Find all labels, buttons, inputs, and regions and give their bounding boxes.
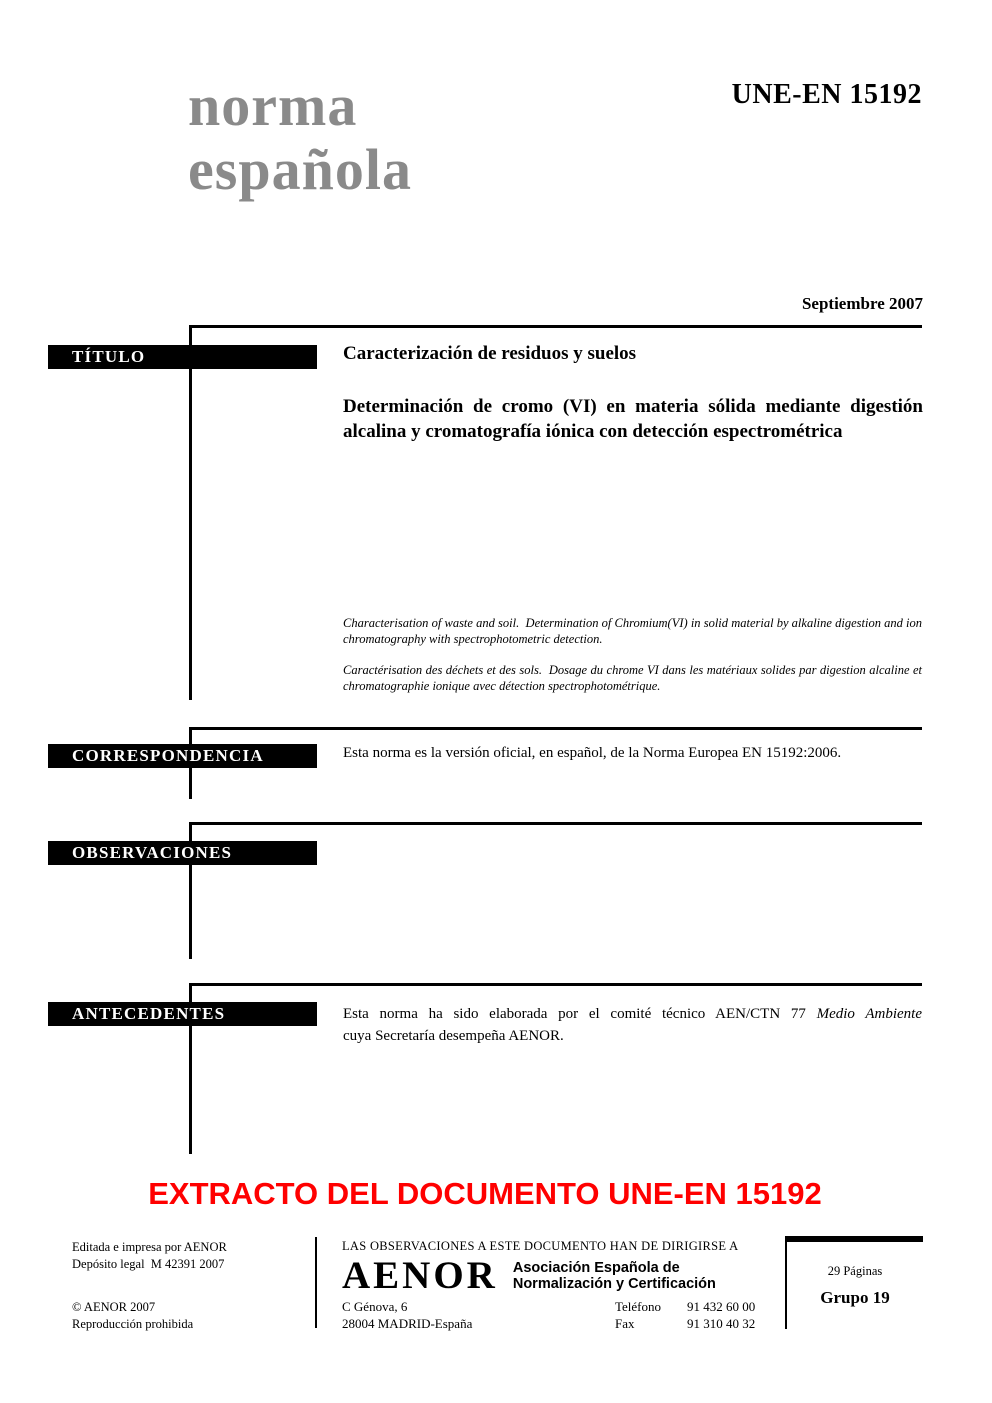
publication-date: Septiembre 2007 [801, 294, 923, 313]
footer-copyright-line: © AENOR 2007 [72, 1300, 156, 1314]
antecedentes-label-bar [48, 1002, 317, 1026]
antecedentes-text-line2: cuya Secretaría desempeña AENOR. [343, 1028, 564, 1044]
footer-pages-block [785, 1236, 923, 1329]
document-number: UNE-EN 15192 [731, 79, 922, 110]
phone-value: 91 432 60 00 [687, 1299, 756, 1314]
footer-left-gap [72, 1273, 322, 1299]
titulo-top-rule [189, 325, 922, 328]
footer-edited-line: Editada e impresa por AENOR [72, 1240, 227, 1254]
footer-deposit-line: Depósito legal M 42391 2007 [72, 1257, 225, 1271]
antecedentes-text-line1 [343, 1003, 922, 1025]
group-number: Grupo 19 [820, 1288, 890, 1307]
correspondencia-top-rule [189, 727, 922, 730]
title-english-translation: Characterisation of waste and soil. Determination of Chromium(VI) in solid material by alkaline digestion and ion chromatography with spectrophotometric detection. [343, 616, 926, 646]
footer-aenor-block [342, 1239, 774, 1332]
address-street: C Génova, 6 [342, 1299, 408, 1314]
phone-label: Teléfono [615, 1299, 662, 1314]
antecedentes-text [343, 1003, 922, 1047]
pages-count: 29 Páginas [827, 1264, 883, 1278]
aenor-full-name [513, 1257, 716, 1292]
main-subtitle: Determinación de cromo (VI) en materia sólida mediante digestión alcalina y cromatografía iónica con detección espectrométrica [343, 396, 923, 442]
observaciones-label: OBSERVACIONES [72, 843, 233, 862]
correspondencia-label-bar [48, 744, 317, 768]
address-city: 28004 MADRID-España [342, 1316, 473, 1331]
observaciones-label-bar [48, 841, 317, 865]
extract-notice: EXTRACTO DEL DOCUMENTO UNE-EN 15192 [148, 1176, 822, 1211]
aenor-brand-row [342, 1254, 774, 1297]
correspondencia-text: Esta norma es la versión oficial, en español, de la Norma Europea EN 15192:2006. [343, 745, 842, 761]
footer-phones [615, 1298, 755, 1332]
fax-label: Fax [615, 1316, 635, 1331]
antecedentes-committee-name: Medio Ambiente [816, 1006, 923, 1022]
aenor-name-line2: Normalización y Certificación [512, 1276, 716, 1292]
footer-divider [315, 1237, 317, 1328]
footer-reproduction-line: Reproducción prohibida [72, 1317, 194, 1331]
footer-observations-notice: LAS OBSERVACIONES A ESTE DOCUMENTO HAN DE DIRIGIRSE A [342, 1239, 739, 1253]
logo-line-2: española [188, 137, 412, 202]
titulo-label-bar [48, 345, 317, 369]
observaciones-top-rule [189, 822, 922, 825]
antecedentes-top-rule [189, 983, 922, 986]
logo-line-1: norma [188, 73, 358, 138]
fax-value: 91 310 40 32 [687, 1316, 756, 1331]
norma-espanola-logo [188, 74, 412, 202]
aenor-name-line1: Asociación Española de [512, 1260, 680, 1276]
correspondencia-label: CORRESPONDENCIA [72, 746, 264, 765]
footer-address [342, 1298, 615, 1332]
footer-publisher-block [72, 1239, 322, 1333]
main-title: Caracterización de residuos y suelos [343, 343, 637, 364]
aenor-logo: AENOR [342, 1254, 498, 1297]
antecedentes-label: ANTECEDENTES [72, 1004, 226, 1023]
title-french-translation: Caractérisation des déchets et des sols. Dosage du chrome VI dans les matériaux solides par digestion alcaline et chromatographie ionique avec détection spectrophotométrique. [343, 663, 926, 693]
titulo-label: TÍTULO [72, 347, 146, 366]
titulo-vertical-rule [189, 325, 192, 700]
footer-contact-row [342, 1298, 774, 1332]
antecedentes-text-prefix: Esta norma ha sido elaborada por el comité técnico AEN/CTN 77 [343, 1006, 806, 1022]
